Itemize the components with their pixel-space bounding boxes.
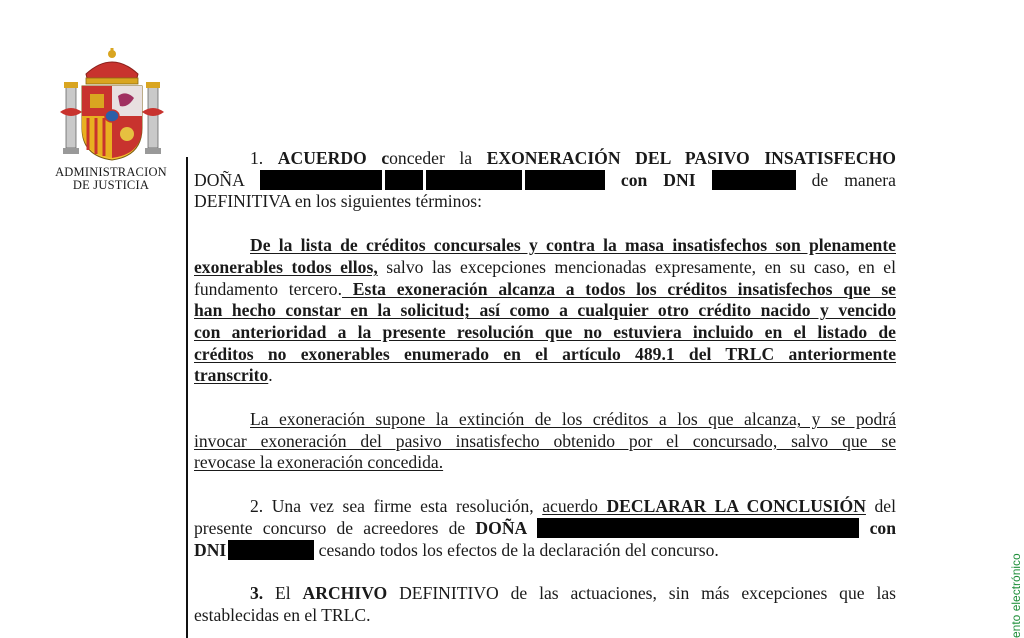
p3-line-1: La exoneración supone la extinción de los créditos a los que alcanza, y se podrá xyxy=(250,409,896,430)
paragraph-2 xyxy=(194,235,896,387)
paragraph-5 xyxy=(194,583,896,626)
p2-line-2-rest: salvo las excepciones mencionadas expresamente, en su caso, en el xyxy=(377,256,896,277)
declarar-conclusion: DECLARAR LA CONCLUSIÓN xyxy=(606,496,866,517)
exoneracion-heading: EXONERACIÓN DEL PASIVO INSATISFECHO xyxy=(486,148,896,168)
coat-of-arms-logo xyxy=(56,46,168,166)
p2-line-1: De la lista de créditos concursales y contra la masa insatisfechos son plenamente xyxy=(250,235,896,256)
con-dni-label: con DNI xyxy=(620,169,696,190)
redacted-name-5 xyxy=(537,518,859,538)
p5-line-2: establecidas en el TRLC. xyxy=(194,604,371,625)
document-body xyxy=(194,148,896,627)
de-manera-text: de manera xyxy=(811,169,896,190)
dona-label: DOÑA xyxy=(194,169,244,190)
p3-line-2: invocar exoneración del pasivo insatisfecho obtenido por el concursado, salvo que se xyxy=(194,430,896,451)
paragraph-1 xyxy=(194,148,896,213)
p4-line-2a: presente concurso de acreedores de xyxy=(194,517,476,538)
p2-line-3-bold: Esta exoneración alcanza a todos los créditos insatisfechos que se xyxy=(342,278,896,299)
p3-line-3: revocase la exoneración concedida. xyxy=(194,452,444,473)
p5-el: El xyxy=(263,583,303,604)
administration-label xyxy=(40,166,182,192)
redacted-name-4 xyxy=(525,170,605,190)
redacted-dni-2 xyxy=(228,540,314,560)
archivo-label: ARCHIVO xyxy=(302,583,388,604)
p2-line-2-bold: exonerables todos ellos, xyxy=(194,256,378,277)
p2-line-4: han hecho constar en la solicitud; así como a cualquier otro crédito nacido y vencido xyxy=(194,300,896,321)
p2-line-6: créditos no exonerables enumerado en el artículo 489.1 del TRLC anteriormente xyxy=(194,343,896,364)
p2-line-3-rest: fundamento tercero. xyxy=(194,278,342,299)
margin-rule xyxy=(186,157,188,638)
p4-dona: DOÑA xyxy=(475,517,528,538)
p4-line-3: cesando todos los efectos de la declaración del concurso. xyxy=(314,539,719,560)
admin-line-2: DE JUSTICIA xyxy=(72,178,150,192)
acuerdo-label: ACUERDO xyxy=(277,148,367,168)
p2-line-7-rest: . xyxy=(268,365,273,386)
p4-line-1a: 2. Una vez sea firme esta resolución, xyxy=(250,496,543,517)
paragraph-3 xyxy=(194,409,896,474)
side-verification-text: ento electrónico xyxy=(1009,553,1023,638)
p5-line-1: DEFINITIVO de las actuaciones, sin más excepciones que las xyxy=(387,583,896,604)
p4-con: con xyxy=(869,517,896,538)
acuerdo-c: c xyxy=(381,148,390,168)
p2-line-7-bold: transcrito xyxy=(194,365,269,386)
paragraph-4 xyxy=(194,496,896,561)
p4-acuerdo: acuerdo xyxy=(542,496,607,517)
p2-line-5: con anterioridad a la presente resolución que no estuviera incluido en el listado de xyxy=(194,321,896,342)
redacted-dni-1 xyxy=(712,170,796,190)
admin-line-1: ADMINISTRACION xyxy=(55,165,167,179)
paragraph-1-line-3: DEFINITIVA en los siguientes términos: xyxy=(194,191,482,212)
redacted-name-3 xyxy=(426,170,522,190)
redacted-name-2 xyxy=(385,170,423,190)
onceder-text: onceder la xyxy=(389,148,473,168)
item-number-3: 3. xyxy=(250,583,264,604)
redacted-name-1 xyxy=(260,170,382,190)
p4-dni: DNI xyxy=(194,539,227,560)
item-number-1: 1. xyxy=(250,148,264,168)
p4-line-1d: del xyxy=(865,496,896,517)
